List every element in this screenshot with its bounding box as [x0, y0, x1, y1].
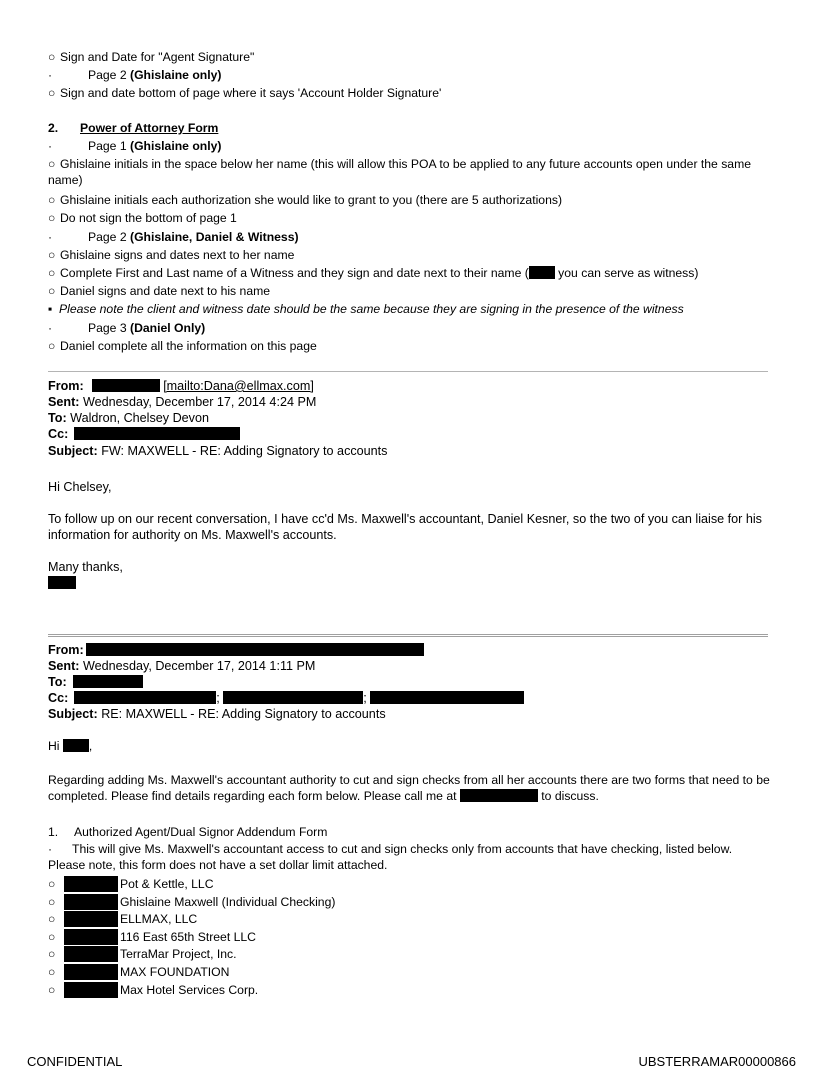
- email-divider: [48, 371, 768, 372]
- page-label: Page 2: [88, 68, 131, 82]
- redaction-box: [86, 643, 424, 656]
- account-item: [48, 946, 237, 962]
- circle-bullet-icon: ○: [48, 193, 56, 207]
- account-item: [48, 964, 229, 980]
- cc-label: Cc:: [48, 427, 69, 441]
- email1-body: To follow up on our recent conversation, I have cc'd Ms. Maxwell's accountant, Daniel Kesner, so the two of you can liaise for his information for authority on Ms. Maxwell's accounts.: [48, 512, 762, 542]
- circle-bullet-icon: ○: [48, 894, 56, 909]
- section-number: 2.: [48, 121, 59, 135]
- redaction-box: [529, 266, 555, 279]
- to-value: Waldron, Chelsey Devon: [70, 411, 209, 425]
- bullet-item: [48, 283, 270, 299]
- bullet-text: Complete First and Last name of a Witness and they sign and date next to their name (: [60, 266, 529, 280]
- page-subheading: [48, 320, 205, 336]
- email1-signoff: Many thanks,: [48, 560, 123, 574]
- bullet-item: [48, 338, 317, 354]
- to-label: To:: [48, 411, 67, 425]
- bullet-item: [48, 85, 441, 101]
- email-divider: [48, 634, 768, 637]
- account-number-redaction: [64, 929, 118, 945]
- page-label: Page 2: [88, 230, 131, 244]
- circle-bullet-icon: ○: [48, 157, 56, 171]
- sent-label: Sent:: [48, 659, 80, 673]
- email1-greeting: Hi Chelsey,: [48, 480, 112, 494]
- square-bullet-icon: ▪: [48, 302, 53, 316]
- page-scope: (Daniel Only): [130, 321, 206, 335]
- dot-bullet-icon: ·: [48, 68, 53, 82]
- email1-cc: [48, 426, 240, 442]
- circle-bullet-icon: ○: [48, 339, 56, 353]
- account-name: ELLMAX, LLC: [120, 912, 198, 927]
- account-item: [48, 911, 197, 927]
- redaction-box: [460, 789, 538, 802]
- bullet-text: Sign and Date for "Agent Signature": [60, 50, 255, 64]
- email1-to: [48, 410, 209, 426]
- bullet-text: Ghislaine signs and dates next to her name: [60, 248, 295, 262]
- sent-value: Wednesday, December 17, 2014 4:24 PM: [82, 395, 317, 409]
- mailto-link[interactable]: [mailto:Dana@ellmax.com]: [163, 379, 314, 393]
- redaction-box: [74, 691, 216, 704]
- email2-subject: [48, 706, 386, 722]
- cc-label: Cc:: [48, 691, 69, 705]
- email2-to: [48, 674, 143, 690]
- bullet-item: [48, 210, 237, 226]
- circle-bullet-icon: ○: [48, 50, 56, 64]
- bullet-item: [48, 247, 294, 263]
- from-label: From:: [48, 379, 84, 393]
- account-number-redaction: [64, 946, 118, 962]
- page-subheading: [48, 138, 221, 154]
- dot-bullet-icon: ·: [48, 139, 53, 153]
- redaction-box: [370, 691, 524, 704]
- email1-sent: [48, 394, 316, 410]
- subject-label: Subject:: [48, 707, 98, 721]
- page-scope: (Ghislaine only): [130, 68, 222, 82]
- page-scope: (Ghislaine only): [130, 139, 222, 153]
- email2-sent: [48, 658, 315, 674]
- item-desc-text: This will give Ms. Maxwell's accountant access to cut and sign checks only from accounts that have checking, listed below. Please note, this form does not have a set dollar limit attached.: [48, 842, 733, 872]
- redaction-box: [223, 691, 363, 704]
- account-number-redaction: [64, 876, 118, 892]
- subject-value: FW: MAXWELL - RE: Adding Signatory to accounts: [101, 444, 388, 458]
- account-item: [48, 929, 256, 945]
- email2-from: [48, 642, 424, 658]
- circle-bullet-icon: ○: [48, 248, 56, 262]
- bullet-item: [48, 265, 698, 281]
- dot-bullet-icon: ·: [48, 842, 53, 856]
- email1-from: [48, 378, 314, 394]
- dot-bullet-icon: ·: [48, 321, 53, 335]
- account-item: [48, 982, 258, 998]
- from-label: From:: [48, 643, 84, 657]
- bullet-item: [48, 49, 254, 65]
- account-name: TerraMar Project, Inc.: [120, 947, 237, 962]
- account-item: [48, 876, 214, 892]
- account-number-redaction: [64, 964, 118, 980]
- section-title: Power of Attorney Form: [80, 121, 219, 135]
- body-text: to discuss.: [541, 789, 599, 803]
- bullet-text: Ghislaine initials in the space below her name (this will allow this POA to be applied to any future accounts open under the same name): [48, 157, 752, 187]
- page-label: Page 3: [88, 321, 131, 335]
- redaction-box: [92, 379, 160, 392]
- form-item-desc: [48, 841, 770, 873]
- greeting-punct: ,: [88, 739, 93, 753]
- circle-bullet-icon: ○: [48, 912, 56, 927]
- bullet-text: Daniel signs and date next to his name: [60, 284, 271, 298]
- circle-bullet-icon: ○: [48, 211, 56, 225]
- page-scope: (Ghislaine, Daniel & Witness): [130, 230, 299, 244]
- redaction-box: [73, 675, 143, 688]
- body-text: Regarding adding Ms. Maxwell's accountant authority to cut and sign checks from all her accounts there are two forms that need to be completed. Please find details regarding each form below. Please call me at: [48, 773, 770, 803]
- page-label: Page 1: [88, 139, 131, 153]
- form-item: [48, 824, 327, 840]
- bullet-item: [48, 192, 562, 208]
- bullet-item: [48, 156, 770, 188]
- account-name: 116 East 65th Street LLC: [120, 929, 256, 944]
- subject-label: Subject:: [48, 444, 98, 458]
- circle-bullet-icon: ○: [48, 284, 56, 298]
- account-name: Max Hotel Services Corp.: [120, 982, 259, 997]
- note-text: Please note the client and witness date should be the same because they are signing in the presence of the witness: [59, 302, 684, 316]
- section-heading: [48, 120, 218, 136]
- page-subheading: [48, 67, 221, 83]
- circle-bullet-icon: ○: [48, 965, 56, 979]
- account-name: MAX FOUNDATION: [120, 965, 230, 979]
- account-number-redaction: [64, 894, 118, 910]
- circle-bullet-icon: ○: [48, 947, 56, 962]
- item-number: 1.: [48, 825, 59, 839]
- redaction-box: [63, 739, 89, 752]
- bullet-text: Do not sign the bottom of page 1: [60, 211, 237, 225]
- email2-cc: Cc: ; ;: [48, 690, 524, 706]
- circle-bullet-icon: ○: [48, 929, 56, 944]
- greeting-text: Hi: [48, 739, 60, 753]
- sent-label: Sent:: [48, 395, 80, 409]
- bullet-text: Ghislaine initials each authorization she would like to grant to you (there are 5 authorizations): [60, 193, 563, 207]
- account-number-redaction: [64, 982, 118, 998]
- to-label: To:: [48, 675, 67, 689]
- account-name: Pot & Kettle, LLC: [120, 877, 214, 891]
- bullet-text: Sign and date bottom of page where it says 'Account Holder Signature': [60, 86, 442, 100]
- signature-redaction: [48, 576, 76, 589]
- subject-value: RE: MAXWELL - RE: Adding Signatory to accounts: [101, 707, 386, 721]
- email1-subject: [48, 443, 387, 459]
- circle-bullet-icon: ○: [48, 266, 56, 280]
- circle-bullet-icon: ○: [48, 86, 56, 100]
- item-title: Authorized Agent/Dual Signor Addendum Form: [74, 825, 328, 839]
- account-name: Ghislaine Maxwell (Individual Checking): [120, 894, 336, 909]
- account-number-redaction: [64, 911, 118, 927]
- circle-bullet-icon: ○: [48, 877, 56, 891]
- page-subheading: [48, 229, 299, 245]
- email2-body: [48, 772, 770, 804]
- account-item: [48, 894, 335, 910]
- note-item: [48, 301, 684, 317]
- bates-number: UBSTERRAMAR00000866: [638, 1054, 796, 1069]
- dot-bullet-icon: ·: [48, 230, 53, 244]
- bullet-text: you can serve as witness): [554, 266, 699, 280]
- bullet-text: Daniel complete all the information on this page: [60, 339, 317, 353]
- redaction-box: [74, 427, 240, 440]
- email2-greeting: [48, 738, 92, 754]
- circle-bullet-icon: ○: [48, 982, 56, 997]
- sent-value: Wednesday, December 17, 2014 1:11 PM: [82, 659, 316, 673]
- confidential-label: CONFIDENTIAL: [27, 1054, 123, 1069]
